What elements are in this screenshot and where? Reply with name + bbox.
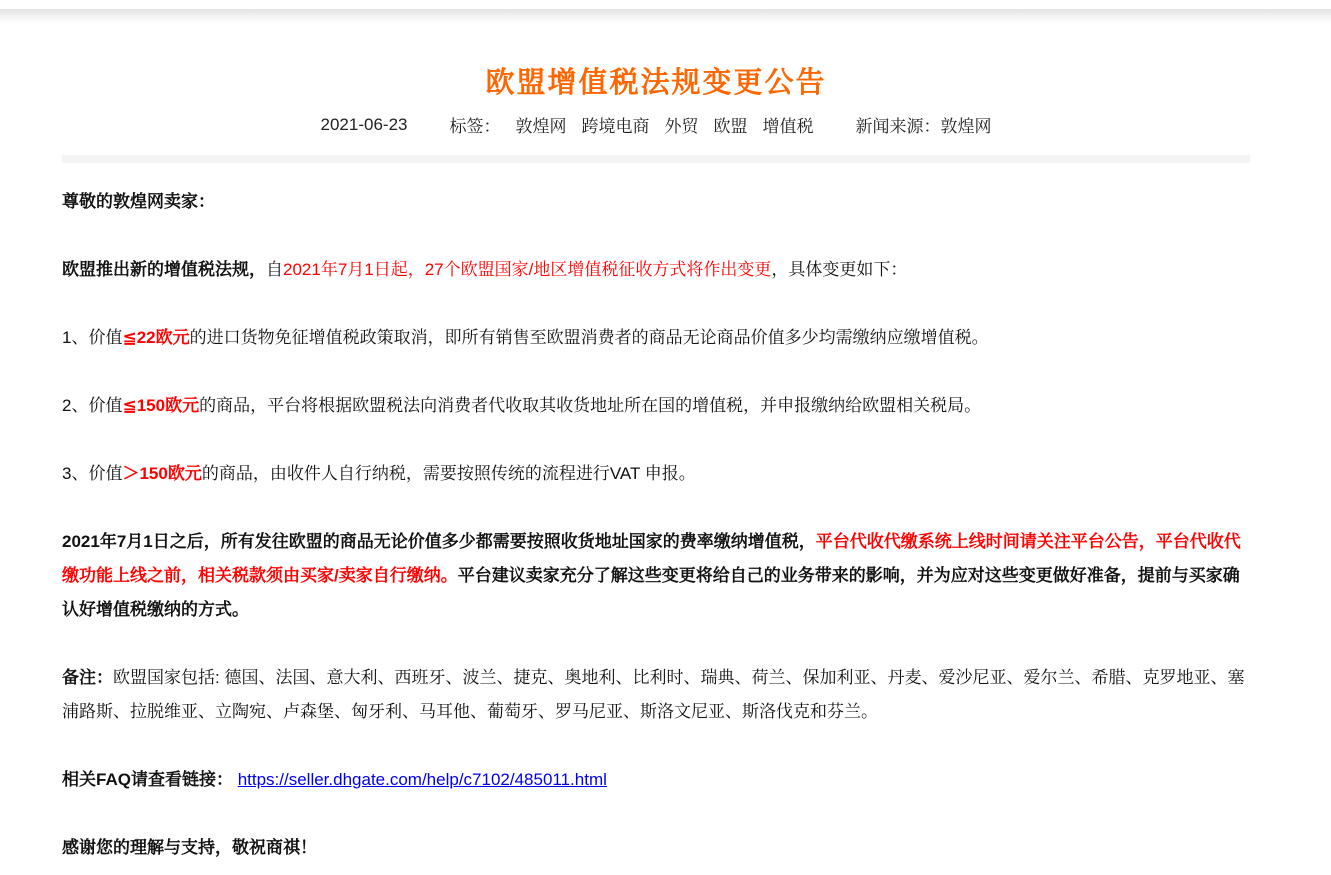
item1-rest: 的进口货物免征增值税政策取消，即所有销售至欧盟消费者的商品无论商品价值多少均需缴纳应缴增值税。 [189, 328, 989, 347]
tags-label: 标签： [449, 117, 501, 136]
intro-bold-text: 欧盟推出新的增值税法规， [62, 260, 266, 279]
intro-paragraph [62, 253, 1250, 287]
faq-paragraph [62, 763, 1250, 797]
tag-foreign-trade[interactable]: 外贸 [664, 117, 699, 136]
item1-prefix: 1、价值 [62, 328, 123, 347]
notice-paragraph [62, 525, 1250, 627]
intro-tail-text: ，具体变更如下： [771, 260, 908, 279]
item3-threshold: ＞150欧元 [122, 464, 202, 483]
notice-black-text-2: 平台建议卖家充分了解这些变更将给自己的业务带来的影响，并为应对这些变更做好准备，提前与买家确认好增值税缴纳的方式。 [62, 566, 1240, 619]
news-source-value: 敦煌网 [940, 117, 992, 136]
item2-prefix: 2、价值 [62, 396, 123, 415]
section-divider [62, 155, 1250, 163]
notice-red-text: 平台代收代缴系统上线时间请关注平台公告，平台代收代缴功能上线之前，相关税款须由买家/卖家自行缴纳。 [62, 532, 1241, 585]
greeting-paragraph: 尊敬的敦煌网卖家： [62, 192, 215, 211]
list-item-2 [62, 389, 1250, 423]
intro-plain-text: 自 [266, 260, 283, 279]
tag-vat[interactable]: 增值税 [762, 117, 814, 136]
item3-rest: 的商品，由收件人自行纳税，需要按照传统的流程进行VAT 申报。 [201, 464, 696, 483]
item2-rest: 的商品，平台将根据欧盟税法向消费者代收取其收货地址所在国的增值税，并申报缴纳给欧盟相关税局。 [199, 396, 982, 415]
notice-black-text-1: 2021年7月1日之后，所有发往欧盟的商品无论价值多少都需要按照收货地址国家的费率缴纳增值税， [62, 532, 816, 551]
announcement-content [62, 0, 1250, 865]
news-source [855, 112, 991, 137]
tag-dhgate[interactable]: 敦煌网 [515, 117, 567, 136]
remark-paragraph [62, 661, 1250, 729]
faq-link[interactable]: https://seller.dhgate.com/help/c7102/485011.html [237, 770, 607, 789]
list-item-1 [62, 321, 1250, 355]
tag-eu[interactable]: 欧盟 [713, 117, 748, 136]
item2-threshold: ≦150欧元 [122, 396, 200, 415]
tags-group [449, 112, 813, 137]
list-item-3 [62, 457, 1250, 491]
intro-red-text: 2021年7月1日起，27个欧盟国家/地区增值税征收方式将作出变更 [283, 260, 772, 279]
faq-label: 相关FAQ请查看链接： [62, 770, 233, 789]
remark-label: 备注： [62, 668, 113, 687]
publish-date: 2021-06-23 [320, 114, 408, 134]
meta-row [62, 112, 1250, 137]
remark-text: 欧盟国家包括: 德国、法国、意大利、西班牙、波兰、捷克、奥地利、比利时、瑞典、荷兰、保加利亚、丹麦、爱沙尼亚、爱尔兰、希腊、克罗地亚、塞浦路斯、拉脱维亚、立陶宛、卢森堡、匈牙利、马耳他、葡萄牙、罗马尼亚、斯洛文尼亚、斯洛伐克和芬兰。 [62, 668, 1245, 721]
item1-threshold: ≦22欧元 [122, 328, 190, 347]
tag-cross-border-ecommerce[interactable]: 跨境电商 [581, 117, 650, 136]
item3-prefix: 3、价值 [62, 464, 123, 483]
closing-paragraph: 感谢您的理解与支持，敬祝商祺！ [62, 838, 317, 857]
page-title: 欧盟增值税法规变更公告 [485, 67, 827, 99]
news-source-label: 新闻来源： [855, 117, 941, 136]
